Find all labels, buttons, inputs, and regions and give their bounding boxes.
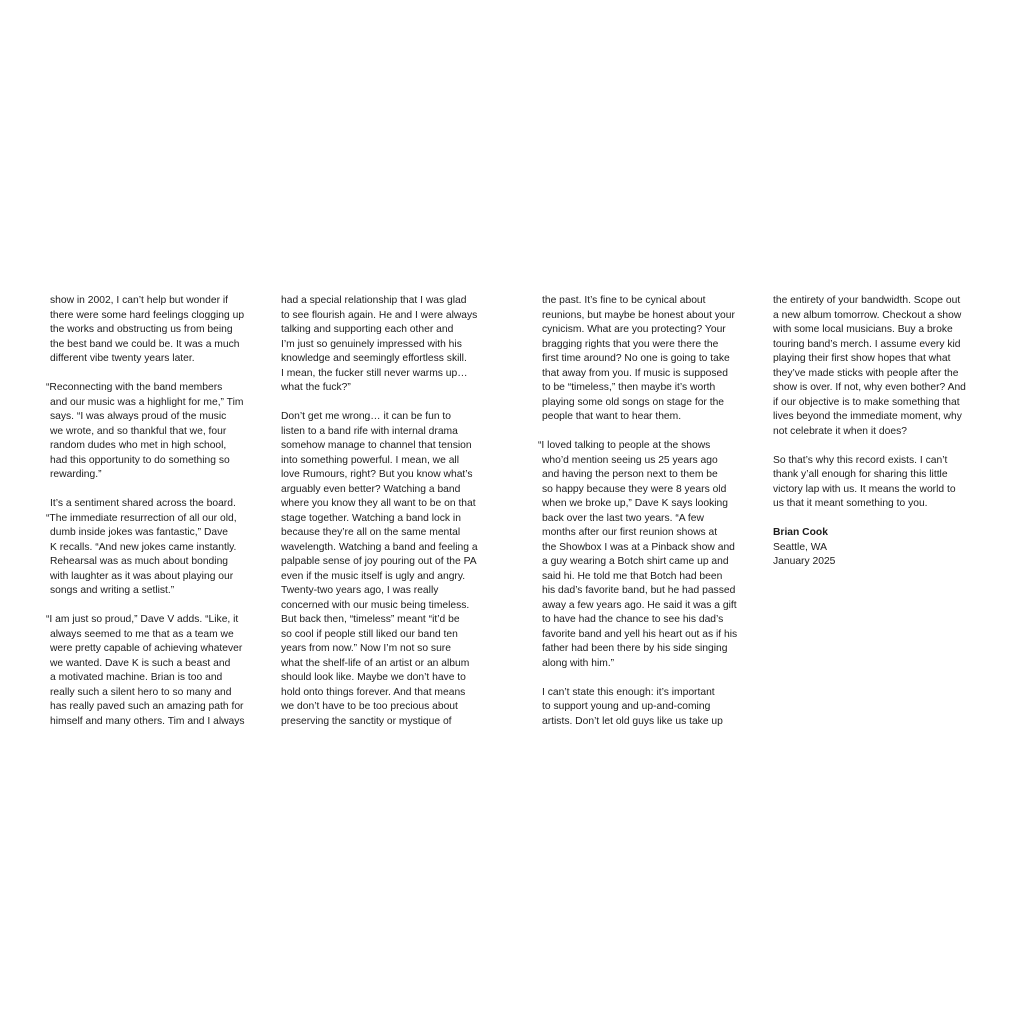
text-line: playing some old songs on stage for the xyxy=(542,396,725,408)
text-line: “I am just so proud,” Dave V adds. “Like, it xyxy=(46,614,239,625)
text-line: I can’t state this enough: it’s important xyxy=(542,686,715,698)
text-line: So that’s why this record exists. I can’t xyxy=(773,454,948,466)
text-line: us that it meant something to you. xyxy=(773,498,928,509)
text-line: the Showbox I was at a Pinback show and xyxy=(542,541,735,553)
text-line: reunions, but maybe be honest about your xyxy=(542,309,735,321)
text-line: victory lap with us. It means the world to xyxy=(773,483,956,495)
paragraph xyxy=(46,294,260,367)
text-line: should look like. Maybe we don’t have to xyxy=(281,672,466,683)
paragraph xyxy=(281,410,493,729)
text-line: people that want to hear them. xyxy=(542,411,682,422)
text-line: show is over. If not, why even bother? And xyxy=(773,382,966,393)
text-line: hold onto things forever. And that means xyxy=(281,686,466,698)
text-line: there were some hard feelings clogging up xyxy=(50,309,245,321)
text-line: K recalls. “And new jokes came instantly. xyxy=(50,541,237,553)
text-line: along with him.” xyxy=(542,657,615,669)
text-line: when we broke up,” Dave K says looking xyxy=(542,498,729,509)
text-line: were pretty capable of achieving whatever xyxy=(50,643,243,654)
text-line: father had been there by his side singing xyxy=(542,643,728,654)
text-line: wavelength. Watching a band and feeling a xyxy=(281,541,478,553)
text-line: the works and obstructing us from being xyxy=(50,324,233,335)
text-line: concerned with our music being timeless. xyxy=(281,599,470,611)
paragraph xyxy=(773,454,983,512)
text-line: back over the last two years. “A few xyxy=(542,512,704,524)
text-line: years from now.” Now I’m not so sure xyxy=(281,643,451,654)
text-line: the best band we could be. It was a much xyxy=(50,338,240,350)
text-line: because they’re all on the same mental xyxy=(281,527,461,538)
text-line: somehow manage to channel that tension xyxy=(281,440,472,451)
text-line: if our objective is to make something that xyxy=(773,396,960,408)
text-line: dumb inside jokes was fantastic,” Dave xyxy=(50,527,228,538)
text-line: who’d mention seeing us 25 years ago xyxy=(542,454,718,466)
text-line: cynicism. What are you protecting? Your xyxy=(542,324,726,335)
text-line: and our music was a highlight for me,” Tim xyxy=(50,396,244,408)
text-line: where you know they all want to be on that xyxy=(281,498,476,509)
text-line: lives beyond the immediate moment, why xyxy=(773,411,962,422)
text-line: to be “timeless,” then maybe it’s worth xyxy=(542,382,716,393)
text-line: to see flourish again. He and I were always xyxy=(281,309,478,321)
text-line: and having the person next to them be xyxy=(542,469,718,480)
text-line: random dudes who met in high school, xyxy=(50,440,227,451)
text-line: I mean, the fucker still never warms up… xyxy=(281,367,468,379)
text-line: I’m just so genuinely impressed with his xyxy=(281,338,462,350)
text-line: stage together. Watching a band lock in xyxy=(281,512,461,524)
text-line: with laughter as it was about playing our xyxy=(50,570,234,582)
text-line: we wrote, and so thankful that we, four xyxy=(50,425,227,437)
text-line: really such a silent hero to so many and xyxy=(50,686,232,698)
text-line: a new album tomorrow. Checkout a show xyxy=(773,309,962,321)
text-line: to have had the chance to see his dad’s xyxy=(542,614,724,625)
paragraph xyxy=(773,294,983,439)
paragraph xyxy=(46,497,260,599)
paragraph xyxy=(538,294,752,425)
text-line: songs and writing a setlist.” xyxy=(50,585,175,596)
text-line: favorite band and yell his heart out as if his xyxy=(542,628,738,640)
paragraph xyxy=(538,439,752,671)
paragraph xyxy=(538,686,752,730)
text-line: But back then, “timeless” meant “it’d be xyxy=(281,614,460,625)
text-line: has really paved such an amazing path for xyxy=(50,701,244,712)
text-line: the entirety of your bandwidth. Scope out xyxy=(773,295,961,306)
text-line: says. “I was always proud of the music xyxy=(50,411,227,422)
text-line: so happy because they were 8 years old xyxy=(542,483,727,495)
text-line: first time around? No one is going to take xyxy=(542,353,730,364)
text-line: what the fuck?” xyxy=(281,382,351,393)
text-line: with some local musicians. Buy a broke xyxy=(773,324,953,335)
text-line: touring band’s merch. I assume every kid xyxy=(773,338,961,350)
text-line: “Reconnecting with the band members xyxy=(46,382,223,393)
text-line: palpable sense of joy pouring out of the PA xyxy=(281,556,477,567)
text-line: we don’t have to be too precious about xyxy=(281,701,458,712)
text-line: “I loved talking to people at the shows xyxy=(538,440,711,451)
letter-date: January 2025 xyxy=(773,556,836,567)
text-line: himself and many others. Tim and I always xyxy=(50,715,245,727)
text-line: talking and supporting each other and xyxy=(281,324,454,335)
text-line: arguably even better? Watching a band xyxy=(281,483,461,495)
text-column-4 xyxy=(773,294,983,570)
text-line: love Rumours, right? But you know what’s xyxy=(281,469,473,480)
author-name: Brian Cook xyxy=(773,527,828,538)
text-line: “The immediate resurrection of all our old, xyxy=(46,512,237,524)
paragraph xyxy=(281,294,493,396)
text-line: It’s a sentiment shared across the board. xyxy=(50,498,236,509)
text-column-1 xyxy=(46,294,260,729)
text-line: knowledge and seemingly effortless skill. xyxy=(281,353,467,364)
text-line: so cool if people still liked our band ten xyxy=(281,628,458,640)
text-line: preserving the sanctity or mystique of xyxy=(281,715,452,727)
text-line: rewarding.” xyxy=(50,469,102,480)
text-line: show in 2002, I can’t help but wonder if xyxy=(50,295,229,306)
text-line: different vibe twenty years later. xyxy=(50,353,195,364)
text-line: had this opportunity to do something so xyxy=(50,454,230,466)
text-line: listen to a band rife with internal drama xyxy=(281,425,458,437)
text-line: Don’t get me wrong… it can be fun to xyxy=(281,411,451,422)
text-line: not celebrate it when it does? xyxy=(773,425,907,437)
text-line: what the shelf-life of an artist or an album xyxy=(281,657,470,669)
text-line: months after our first reunion shows at xyxy=(542,527,718,538)
text-line: his dad’s favorite band, but he had passed xyxy=(542,585,736,596)
text-line: Twenty-two years ago, I was really xyxy=(281,585,439,596)
paragraph xyxy=(46,381,260,483)
paragraph xyxy=(46,613,260,729)
text-line: the past. It’s fine to be cynical about xyxy=(542,295,706,306)
text-line: away a few years ago. He said it was a gift xyxy=(542,599,737,611)
signature-block xyxy=(773,526,983,570)
text-line: even if the music itself is ugly and angry. xyxy=(281,570,466,582)
text-line: into something powerful. I mean, we all xyxy=(281,454,459,466)
author-location: Seattle, WA xyxy=(773,541,827,553)
text-line: that away from you. If music is supposed xyxy=(542,367,728,379)
text-line: Rehearsal was as much about bonding xyxy=(50,556,229,567)
text-column-3 xyxy=(538,294,752,729)
text-line: bragging rights that you were there the xyxy=(542,338,719,350)
text-line: a guy wearing a Botch shirt came up and xyxy=(542,556,729,567)
text-column-2 xyxy=(281,294,493,729)
text-line: playing their first show hopes that what xyxy=(773,353,951,364)
text-line: had a special relationship that I was glad xyxy=(281,295,467,306)
text-line: artists. Don’t let old guys like us take up xyxy=(542,715,723,727)
text-line: we wanted. Dave K is such a beast and xyxy=(50,657,231,669)
text-line: to support young and up-and-coming xyxy=(542,701,711,712)
text-line: said hi. He told me that Botch had been xyxy=(542,570,723,582)
text-line: they’ve made sticks with people after the xyxy=(773,367,959,379)
text-line: thank y’all enough for sharing this little xyxy=(773,469,948,480)
text-line: always seemed to me that as a team we xyxy=(50,628,234,640)
text-line: a motivated machine. Brian is too and xyxy=(50,672,223,683)
